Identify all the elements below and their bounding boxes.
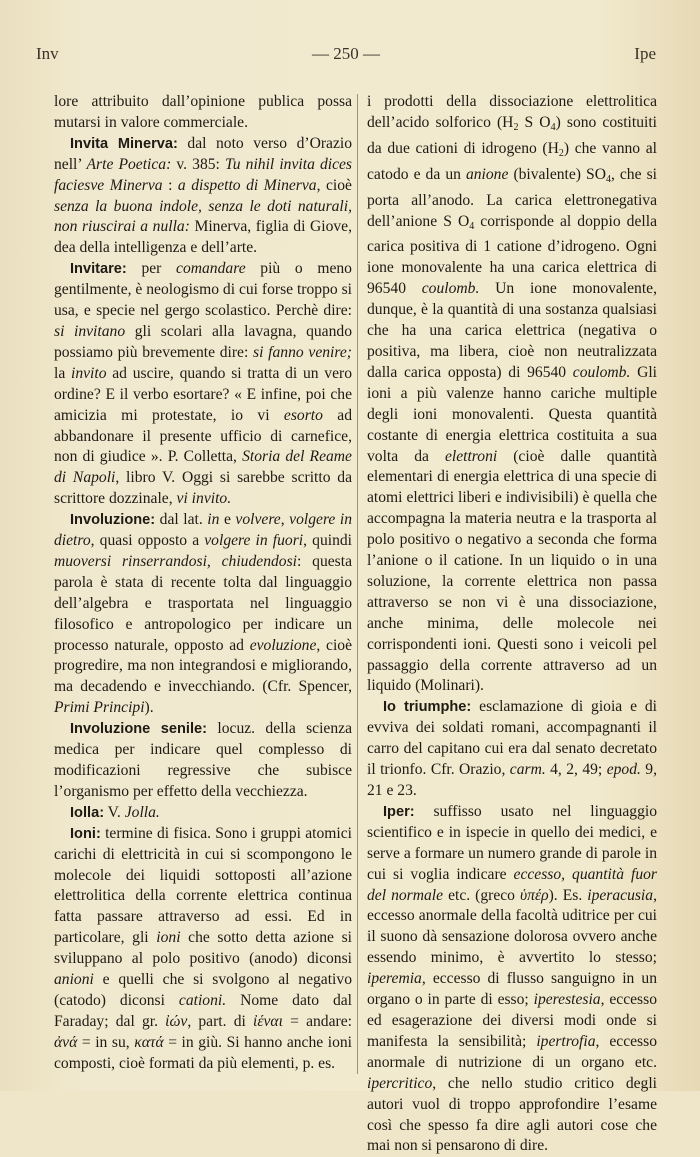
left-column: [54, 92, 352, 1075]
dictionary-entry: [54, 259, 352, 510]
entry-headword: Involuzione senile:: [70, 721, 208, 738]
entry-headword: Invitare:: [70, 261, 127, 278]
continued-text: [54, 92, 352, 134]
entry-body: V. Jolla.: [104, 803, 160, 821]
entry-headword: Invita Minerva:: [70, 135, 178, 152]
dictionary-entry: [54, 510, 352, 719]
entry-headword: Iper:: [383, 803, 415, 820]
entry-body: locuz. della scienza medica per indicare quel complesso di modificazioni regressive che subisce l’organismo per effetto della vecchiezza.: [54, 720, 352, 800]
entry-body: esclamazione di gioia e di evviva dei soldati romani, accompagnanti il carro del capitano cui era dal senato decretato il trionfo. Cfr. Orazio, carm. 4, 2, 49; epod. 9, 21 e 23.: [367, 698, 658, 799]
column-divider: [357, 94, 358, 1074]
entry-headword: Iolla:: [70, 804, 105, 821]
entry-body: per comandare più o meno gentilmente, è neologismo di cui forse troppo si usa, e specie nel gergo scolastico. Perchè dire: si invitano gli scolari alla lavagna, quando possiamo più brevemente dire: si fanno venire; la invito ad uscire, quando si tratta di un vero ordine? E il verbo esortare? « E infine, poi che amicizia mi protestate, io vi esorto ad abbandonare il presente ufficio di carnefice, non di giudice ». P. Colletta, Storia del Reame di Napoli, libro V. Oggi si sarebbe scritto da scrittore dozzinale, vi invito.: [54, 260, 353, 508]
dictionary-entry: [54, 719, 352, 803]
entry-body: dal noto verso d’Orazio nell’ Arte Poetica: v. 385: Tu nihil invita dices faciesve Minerva : a dispetto di Minerva, cioè senza la buona indole, senza le doti naturali, non riuscirai a nulla: Minerva, figlia di Giove, dea della intelligenza e dell’arte.: [54, 134, 353, 257]
right-column: [367, 92, 657, 1157]
dictionary-entry: [367, 697, 657, 802]
entry-body: i prodotti della dissociazione elettrolitica dell’acido solforico ($H_2$ S $O_4$) sono costituiti da due cationi di idrogeno $(H_2)$ che vanno al catodo e da un anione (bivalente) $SO_4$, che si porta all’anodo. La carica elettronegativa dell’anione S $O_4$ corrisponde al doppio della carica positiva di 1 catione d’idrogeno. Ogni ione monovalente ha una carica elettrica di 96540 coulomb. Un ione monovalente, dunque, è la quantità di una sostanza qualsiasi che ha una carica elettrica (negativa o positiva, ma libera, cioè non neutralizzata dalla carica opposta) di 96540 coulomb. Gli ioni a più valenze hanno cariche multiple degli ioni monovalenti. Questa quantità costante di energia elettrica costituita a sua volta da elettroni (cioè dalle quantità elementari di energia elettrica di una specie di atomi elettrici liberi e indivisibili) è quella che accompagna la materia neutra e la trasporta al polo positivo o negativo a seconda che forma l’anione o il catione. In un liquido o in una soluzione, la corrente elettrica non passa attraverso se non vi è una dissociazione, anche minima, delle molecole nei corrispondenti ioni. Questi sono i veicoli pel passaggio della corrente attraverso ad un liquido (Molinari).: [367, 93, 658, 695]
continued-text: [367, 92, 657, 697]
dictionary-entry: [54, 824, 352, 1075]
entry-body: lore attribuito dall’opinione publica possa mutarsi in valore commerciale.: [54, 93, 352, 131]
header-left-guide-word: Inv: [36, 44, 59, 63]
entry-body: suffisso usato nel linguaggio scientifico e in ispecie in quello dei medici, e serve a formare un numero grande di parole in cui si voglia indicare eccesso, quantità fuor del normale etc. (greco ὑπέρ). Es. iperacusia, eccesso anormale della facoltà uditrice per cui il suono dà sensazione dolorosa ovvero anche essendo minimo, è avvertito lo stesso; iperemia, eccesso di flusso sanguigno in un organo o in parte di esso; iperestesia, eccesso ed esagerazione dei diversi modi onde si manifesta la sensibilità; ipertrofia, eccesso anormale di nutrizione di un organo etc. ipercritico, che nello studio critico degli autori vuol di troppo approfondire l’esame così che spesso fa dire agli autori cose che mai non si pensarono di dire.: [367, 802, 657, 1155]
dictionary-entry: [54, 803, 352, 824]
running-header: [36, 44, 656, 68]
dictionary-entry: [367, 802, 657, 1157]
entry-headword: Involuzione:: [70, 512, 156, 529]
entry-headword: Ioni:: [70, 825, 101, 842]
page-number: — 250 —: [312, 44, 380, 63]
entry-body: dal lat. in e volvere, volgere in dietro, quasi opposto a volgere in fuori, quindi muoversi rinserrandosi, chiudendosi: questa parola è stata di recente tolta dal linguaggio dell’algebra e trasportata nel linguaggio filosofico e antropologico per indicare un processo naturale, opposto ad evoluzione, cioè progredire, ma non integrandosi e migliorando, ma decadendo e invecchiando. (Cfr. Spencer, Primi Principi).: [54, 511, 353, 717]
entry-headword: Io triumphe:: [383, 699, 472, 716]
dictionary-entry: [54, 134, 352, 259]
header-right-guide-word: Ipe: [634, 44, 656, 63]
entry-body: termine di fisica. Sono i gruppi atomici carichi di elettricità in cui si scompongono le molecole dei liquidi sottoposti all’azione elettrolitica della corrente elettrica continua fatta passare attraverso ad essi. Ed in particolare, gli ioni che sotto detta azione si sviluppano al polo positivo (anodo) diconsi anioni e quelli che si svolgono al negativo (catodo) diconsi cationi. Nome dato dal Faraday; dal gr. ἰών, part. di ἰέναι = andare: ἀνά = in su, κατά = in giù. Si hanno anche ioni composti, cioè formati da più elementi, p. es.: [54, 824, 352, 1072]
